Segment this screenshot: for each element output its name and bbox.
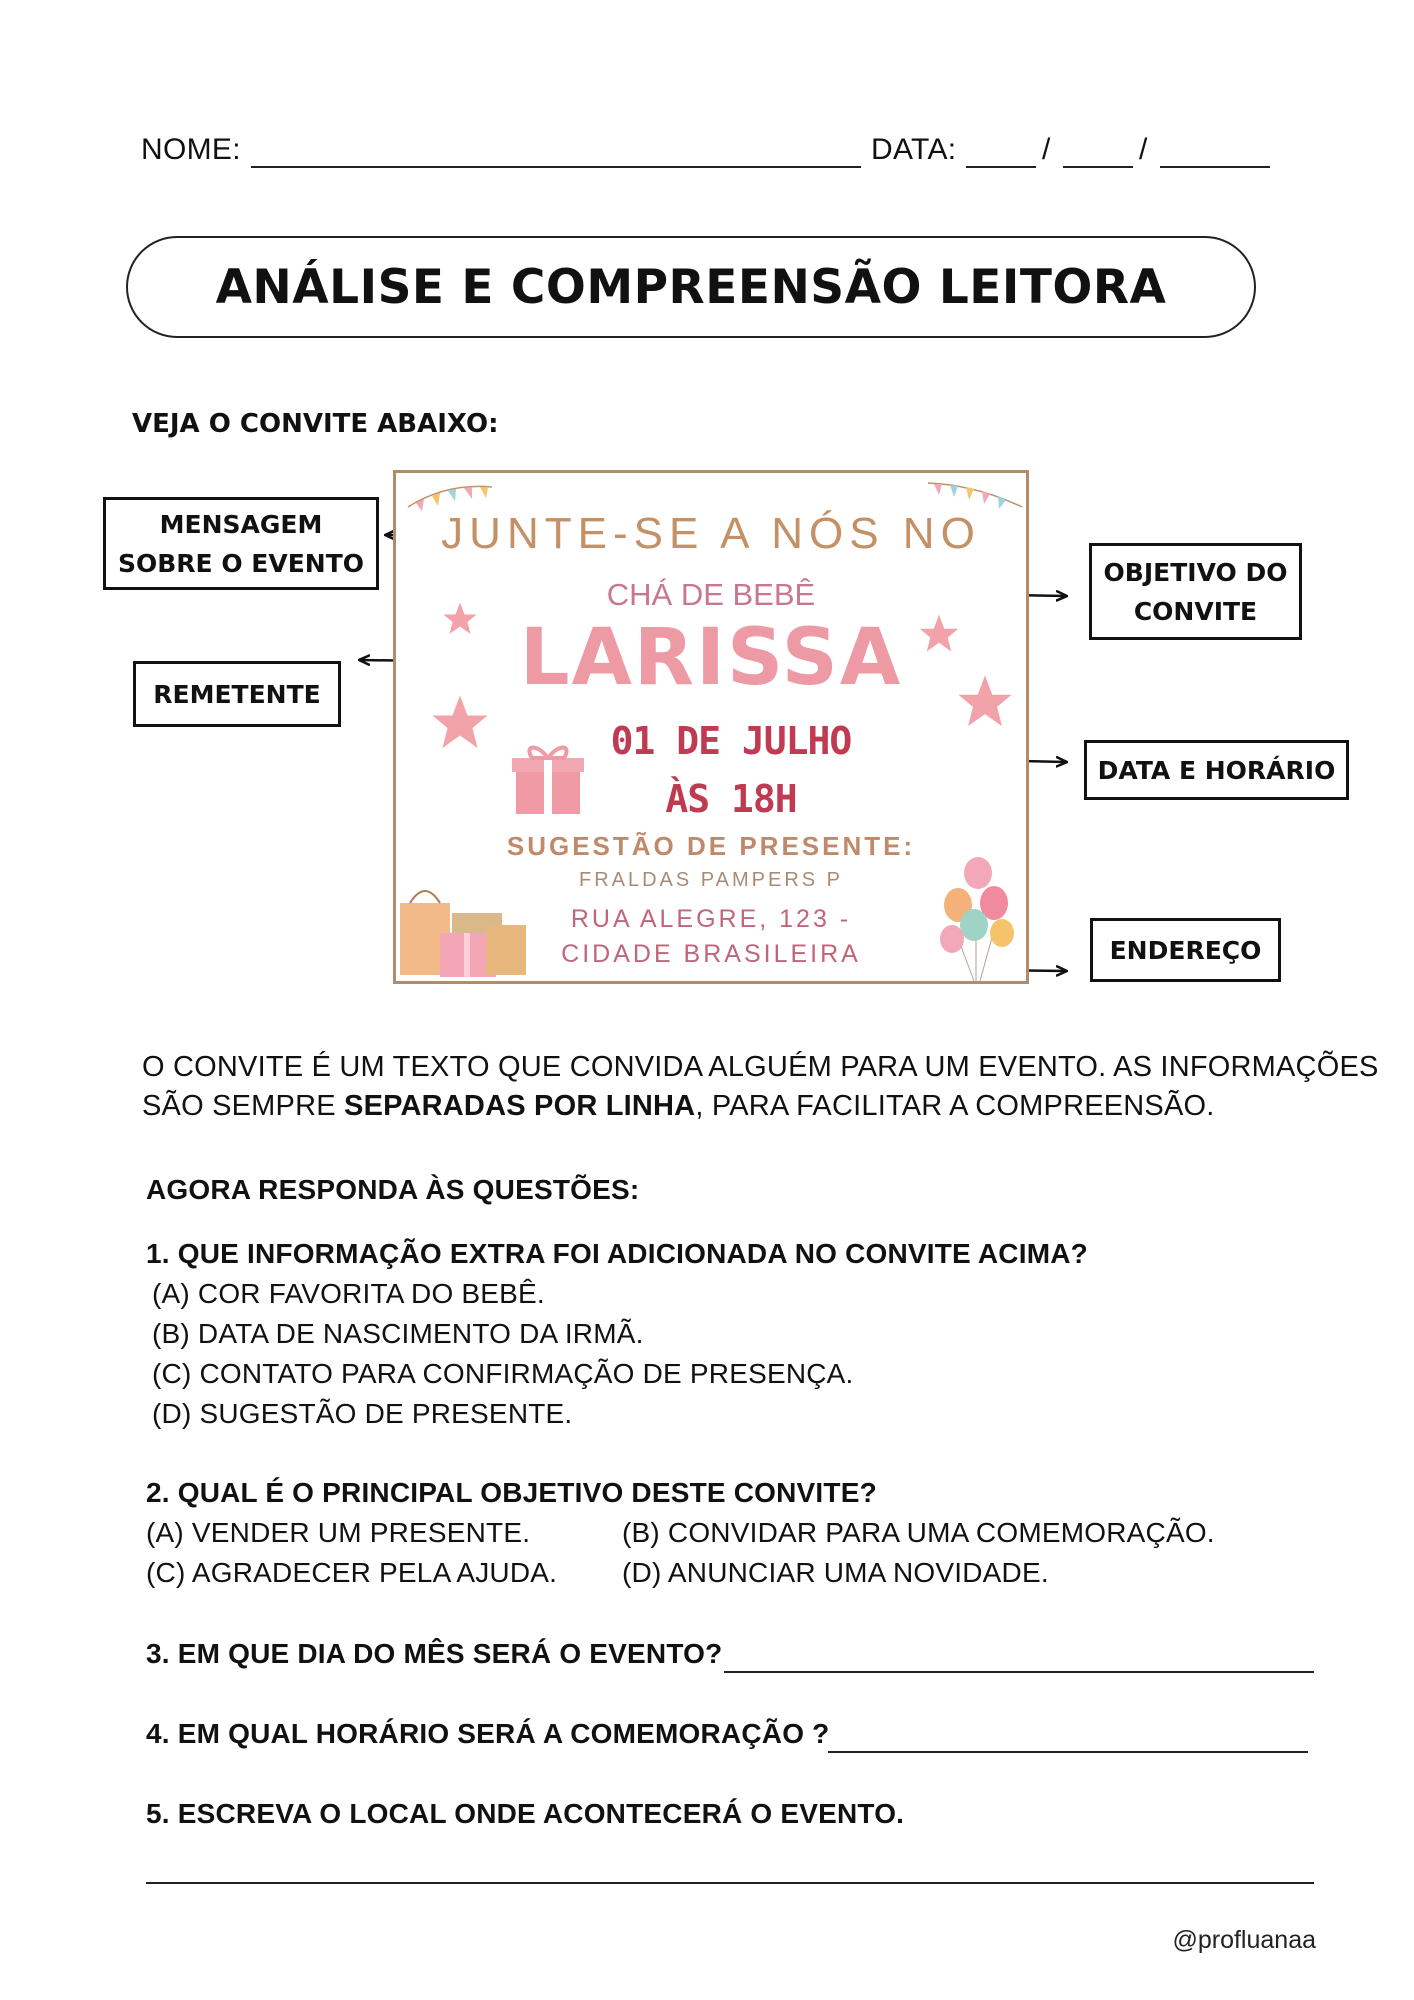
date-separator: / [1042,133,1051,166]
label-remetente: REMETENTE [133,661,341,727]
question-2-option-a[interactable]: (A) VENDER UM PRESENTE. [146,1517,531,1548]
card-suggestion: FRALDAS PAMPERS P [578,869,844,891]
card-address-line1: RUA ALEGRE, 123 - [570,905,852,933]
card-name: LARISSA [519,613,903,703]
question-1-option-a[interactable]: (A) COR FAVORITA DO BEBÊ. [152,1278,545,1309]
explanation-line1: O CONVITE É UM TEXTO QUE CONVIDA ALGUÉM PARA UM EVENTO. AS INFORMAÇÕES [142,1051,1379,1083]
date-label: DATA: [871,133,957,166]
explanation-line2-end: , PARA FACILITAR A COMPREENSÃO. [695,1090,1215,1122]
intro-label: VEJA O CONVITE ABAIXO: [132,409,499,439]
card-junte: JUNTE-SE A NÓS NO [441,509,981,558]
explanation-line2 [142,1087,1379,1126]
question-4-answer-field[interactable] [828,1751,1308,1753]
question-5-title: 5. ESCREVA O LOCAL ONDE ACONTECERÁ O EVENTO. [146,1798,905,1829]
page-title: ANÁLISE E COMPREENSÃO LEITORA [215,259,1167,315]
card-date: 01 DE JULHO [610,719,852,763]
label-mensagem-line1: MENSAGEM [159,509,323,539]
question-2-option-c[interactable]: (C) AGRADECER PELA AJUDA. [146,1557,558,1588]
card-suggestion-title: SUGESTÃO DE PRESENTE: [506,831,916,861]
label-endereco: ENDEREÇO [1090,918,1281,982]
label-objetivo-line2: CONVITE [1133,596,1258,626]
card-cha: CHÁ DE BEBÊ [606,577,816,612]
explanation-line2-bold: SEPARADAS POR LINHA [344,1090,696,1122]
question-4-title: 4. EM QUAL HORÁRIO SERÁ A COMEMORAÇÃO ? [146,1718,830,1749]
question-1-title: 1. QUE INFORMAÇÃO EXTRA FOI ADICIONADA NO CONVITE ACIMA? [146,1238,1088,1269]
question-1-option-b[interactable]: (B) DATA DE NASCIMENTO DA IRMÃ. [152,1318,644,1349]
explanation-line2-start: SÃO SEMPRE [142,1090,345,1122]
card-time: ÀS 18H [665,777,797,821]
question-3-answer-field[interactable] [724,1671,1314,1673]
question-1-option-c[interactable]: (C) CONTATO PARA CONFIRMAÇÃO DE PRESENÇA. [152,1358,854,1389]
label-data-horario: DATA E HORÁRIO [1084,740,1349,800]
label-objetivo-line1: OBJETIVO DO [1103,557,1288,587]
name-label: NOME: [141,133,241,166]
invitation-card [393,470,1029,984]
question-1-option-d[interactable]: (D) SUGESTÃO DE PRESENTE. [152,1398,573,1429]
author-handle: @profluanaa [1172,1926,1316,1954]
question-2-option-d[interactable]: (D) ANUNCIAR UMA NOVIDADE. [622,1557,1049,1588]
answer-label: AGORA RESPONDA ÀS QUESTÕES: [146,1174,640,1205]
question-2-option-b[interactable]: (B) CONVIDAR PARA UMA COMEMORAÇÃO. [622,1517,1215,1548]
card-address-line2: CIDADE BRASILEIRA [561,940,861,968]
question-2-title: 2. QUAL É O PRINCIPAL OBJETIVO DESTE CONVITE? [146,1477,877,1508]
label-mensagem-line2: SOBRE O EVENTO [117,548,365,578]
question-5-answer-field[interactable] [146,1882,1314,1884]
date-separator: / [1139,133,1148,166]
question-3-title: 3. EM QUE DIA DO MÊS SERÁ O EVENTO? [146,1638,723,1669]
explanation-paragraph [142,1048,1379,1126]
